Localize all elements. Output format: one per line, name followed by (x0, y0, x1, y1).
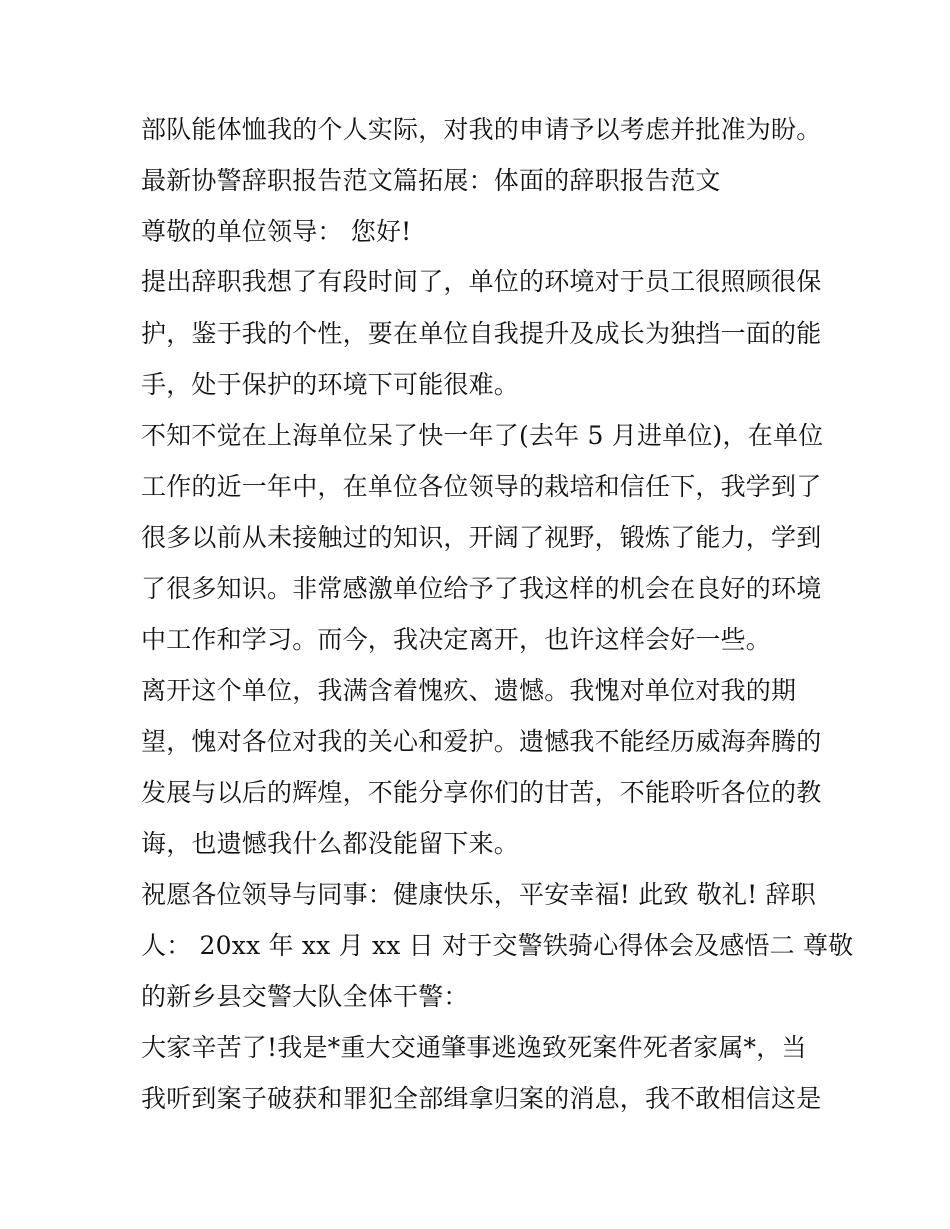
text-line: 诲，也遗憾我什么都没能留下来。 (141, 829, 520, 858)
text-line: 中工作和学习。而今，我决定离开，也许这样会好一些。 (141, 625, 772, 654)
text-line: 祝愿各位领导与同事：健康快乐，平安幸福! 此致 敬礼! 辞职 (141, 880, 816, 909)
text-line: 部队能体恤我的个人实际，对我的申请予以考虑并批准为盼。 (141, 115, 822, 144)
text-line: 最新协警辞职报告范文篇拓展：体面的辞职报告范文 (141, 166, 721, 195)
text-line: 提出辞职我想了有段时间了，单位的环境对于员工很照顾很保 (141, 267, 822, 296)
text-line: 尊敬的单位领导： 您好! (141, 217, 412, 246)
text-line: 了很多知识。非常感激单位给予了我这样的机会在良好的环境 (141, 574, 822, 603)
text-line: 的新乡县交警大队全体干警： (141, 982, 469, 1011)
text-line: 离开这个单位，我满含着愧疚、遗憾。我愧对单位对我的期 (141, 676, 797, 705)
text-line: 不知不觉在上海单位呆了快一年了(去年 5 月进单位)，在单位 (141, 421, 824, 450)
text-line: 人： 20xx 年 xx 月 xx 日 对于交警铁骑心得体会及感悟二 尊敬 (141, 931, 854, 960)
text-line: 很多以前从未接触过的知识，开阔了视野，锻炼了能力，学到 (141, 523, 822, 552)
text-line: 大家辛苦了!我是*重大交通肇事逃逸致死案件死者家属*，当 (141, 1033, 807, 1062)
text-line: 手，处于保护的环境下可能很难。 (141, 370, 520, 399)
text-line: 我听到案子破获和罪犯全部缉拿归案的消息，我不敢相信这是 (141, 1084, 822, 1113)
text-line: 望，愧对各位对我的关心和爱护。遗憾我不能经历威海奔腾的 (141, 727, 822, 756)
text-line: 护，鉴于我的个性，要在单位自我提升及成长为独挡一面的能 (141, 319, 822, 348)
text-line: 工作的近一年中，在单位各位领导的栽培和信任下，我学到了 (141, 472, 822, 501)
text-line: 发展与以后的辉煌，不能分享你们的甘苦，不能聆听各位的教 (141, 778, 822, 807)
